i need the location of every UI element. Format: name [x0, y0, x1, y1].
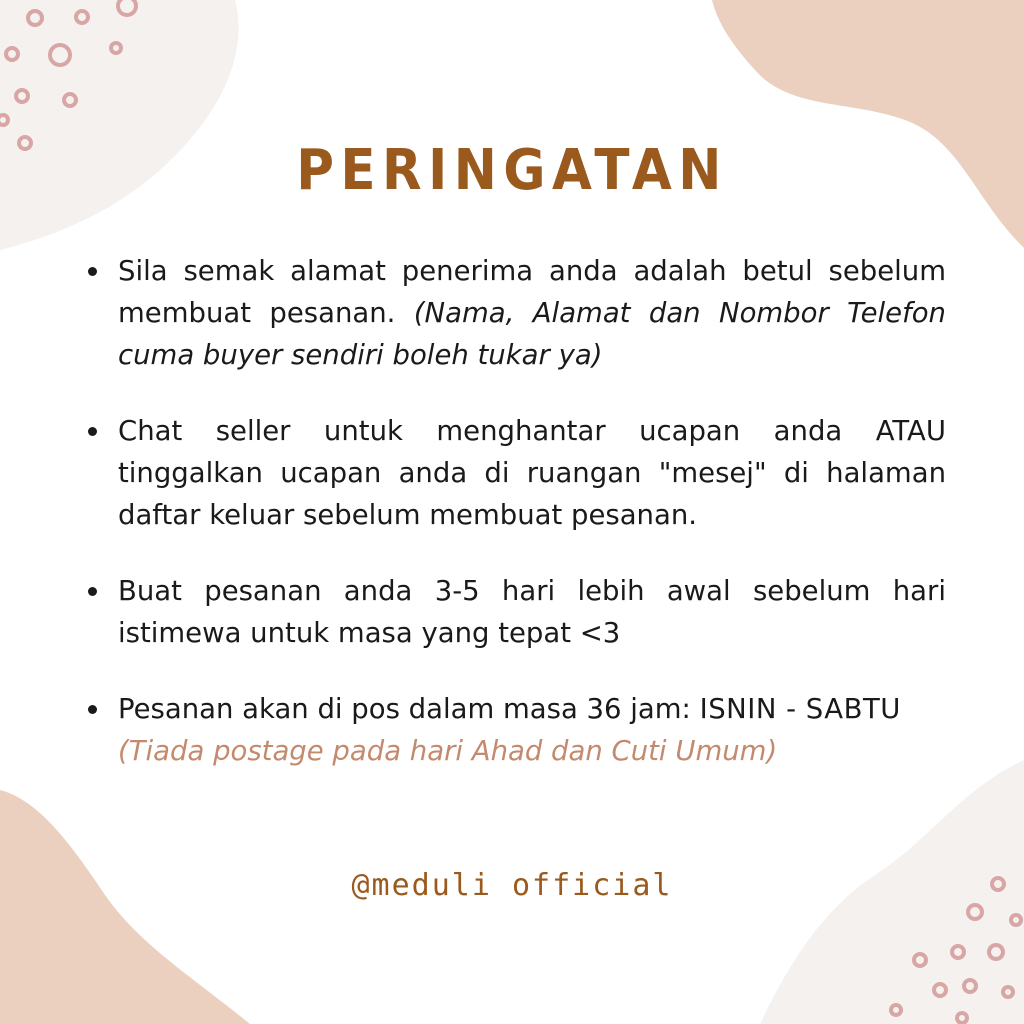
item-text: Buat pesanan anda 3-5 hari lebih awal sebelum hari istimewa untuk masa yang tepat <3: [118, 575, 946, 649]
top-right-blob: [712, 0, 1024, 248]
item-text: Sila semak alamat penerima anda adalah betul sebelum membuat pesanan.: [118, 255, 946, 329]
bottom-left-blob: [0, 790, 250, 1024]
top-left-wash: [0, 0, 238, 250]
list-item: [88, 570, 946, 654]
bullet-icon: [88, 705, 97, 714]
social-handle: @meduli official: [351, 868, 673, 903]
bullet-icon: [88, 427, 97, 436]
list-item: [88, 410, 946, 536]
shipping-days: ISNIN - SABTU: [699, 693, 901, 725]
bullet-icon: [88, 587, 97, 596]
bullet-icon: [88, 267, 97, 276]
notice-list: [88, 250, 946, 772]
list-item: [88, 250, 946, 376]
item-note: (Nama, Alamat dan Nombor Telefon cuma buyer sendiri boleh tukar ya): [118, 297, 946, 371]
page-title: PERINGATAN: [296, 138, 728, 203]
item-text: Chat seller untuk menghantar ucapan anda ATAU tinggalkan ucapan anda di ruangan "mesej" di halaman daftar keluar sebelum membuat pesanan.: [118, 415, 946, 531]
list-item: [88, 688, 946, 772]
item-note: (Tiada postage pada hari Ahad dan Cuti Umum): [118, 735, 778, 767]
item-text: Pesanan akan di pos dalam masa 36 jam:: [118, 693, 700, 725]
